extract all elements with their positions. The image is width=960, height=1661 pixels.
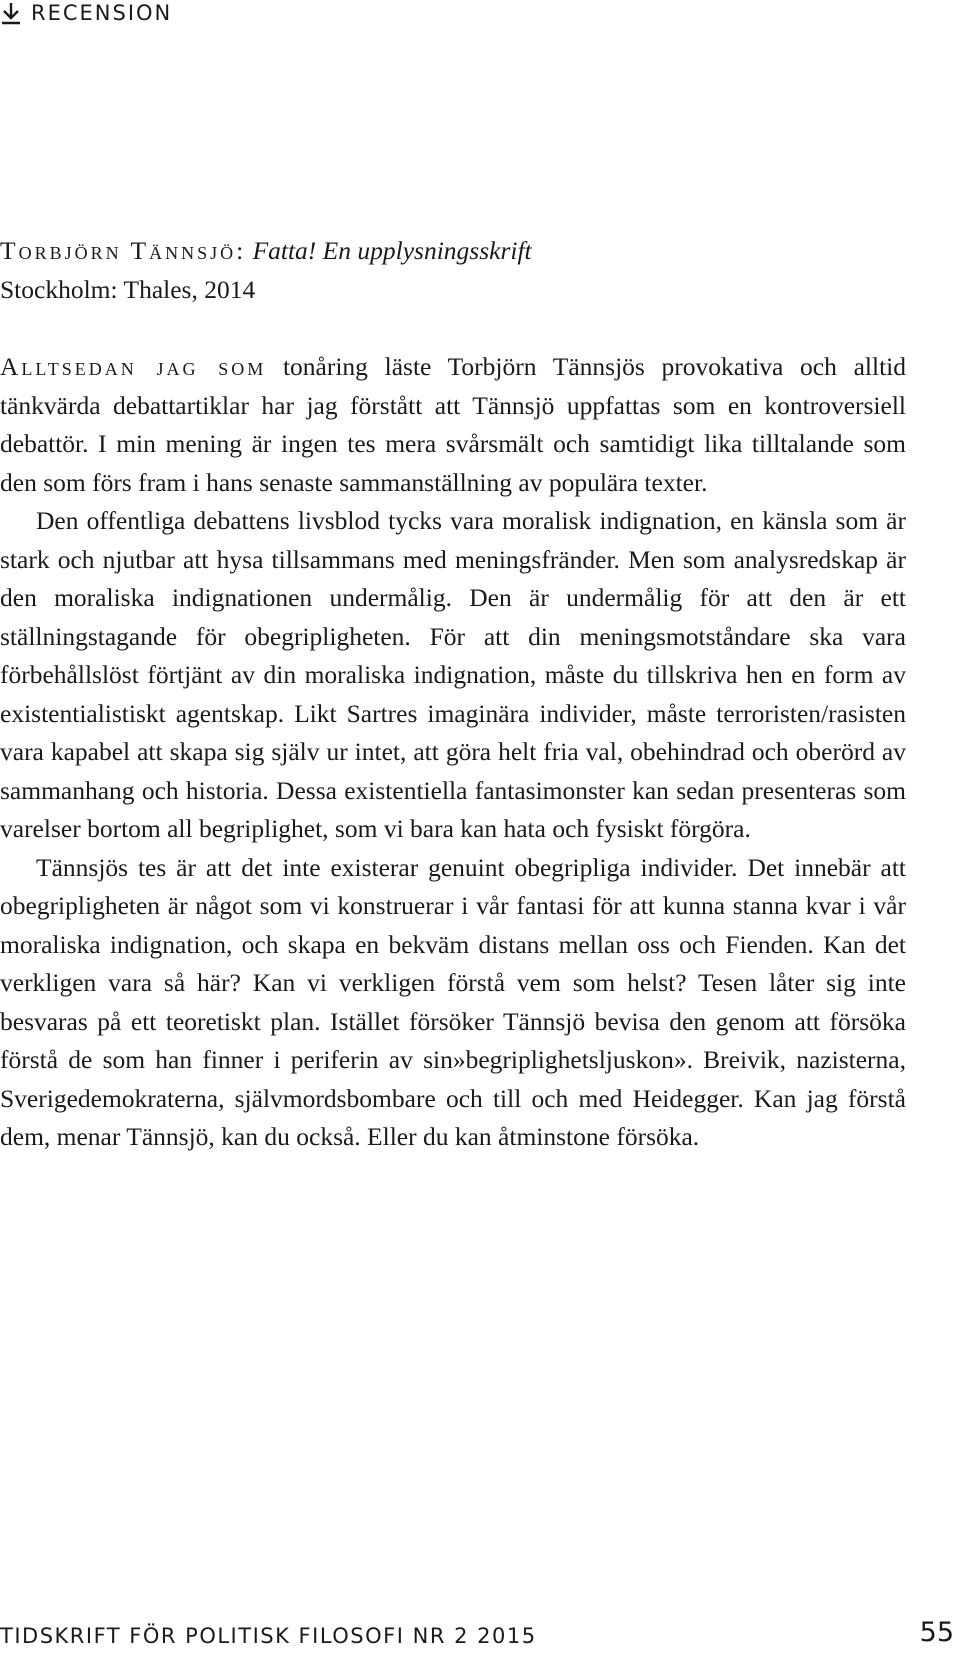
review-article (0, 232, 906, 1157)
paragraph-2: Den offentliga debattens livsblod tycks vara moralisk indignation, en känsla som är stark och njutbar att hysa tillsammans med meningsfränder. Men som analysredskap är den moraliska indignationen undermålig. Den är undermålig för att den är ett ställningstagande för obegripligheten. För att din meningsmotståndare ska vara förbehållslöst förtjänt av din moraliska indignation, måste du tillskriva hen en form av existentialistiskt agentskap. Likt Sartres imaginära individer, måste terroristen/rasisten vara kapabel att skapa sig själv ur intet, att göra helt fria val, obehindrad och oberörd av sammanhang och historia. Dessa existentiella fantasimonster kan sedan presenteras som varelser bortom all begriplighet, som vi bara kan hata och fysiskt förgöra. (0, 506, 906, 843)
book-citation (0, 232, 906, 309)
paragraph-lead-caps: Alltsedan jag som (0, 352, 267, 381)
paragraph-1-text: tonåring läste Torbjörn Tännsjös provokativa och alltid tänkvärda debattartiklar har jag förstått att Tännsjö uppfattas som en kontroversiell debattör. I min mening är ingen tes mera svårsmält och samtidigt lika tilltalande som den som förs fram i hans senaste sammanställning av populära texter. (0, 352, 906, 497)
book-author: Torbjörn Tännsjö: (0, 236, 247, 265)
paragraph-3: Tännsjös tes är att det inte existerar genuint obegripliga individer. Det innebär att obegripligheten är något som vi konstruerar i vår fantasi för att kunna stanna kvar i vår moraliska indignation, och skapa en bekväm distans mellan oss och Fienden. Kan det verkligen vara så här? Kan vi verkligen förstå vem som helst? Tesen låter sig inte besvaras på ett teoretiskt plan. Istället försöker Tännsjö bevisa den genom att försöka förstå de som han finner i periferin av sin»begriplighetsljuskon». Breivik, nazisterna, Sverigedemokraterna, självmordsbombare och till och med Heidegger. Kan jag förstå dem, menar Tännsjö, kan du också. Eller du kan åtminstone försöka. (0, 852, 906, 1151)
citation-line-1 (0, 232, 906, 271)
section-tag (0, 0, 172, 26)
down-arrow-icon (0, 1, 22, 25)
journal-name: TIDSKRIFT FÖR POLITISK FILOSOFI NR 2 2015 (0, 1624, 537, 1648)
section-label: RECENSION (31, 1, 173, 25)
paragraph-1 (0, 348, 906, 502)
book-title: Fatta! En upplysningsskrift (252, 236, 532, 265)
page-number: 55 (919, 1617, 954, 1648)
book-publisher: Stockholm: Thales, 2014 (0, 274, 256, 304)
page-footer (0, 1618, 960, 1648)
